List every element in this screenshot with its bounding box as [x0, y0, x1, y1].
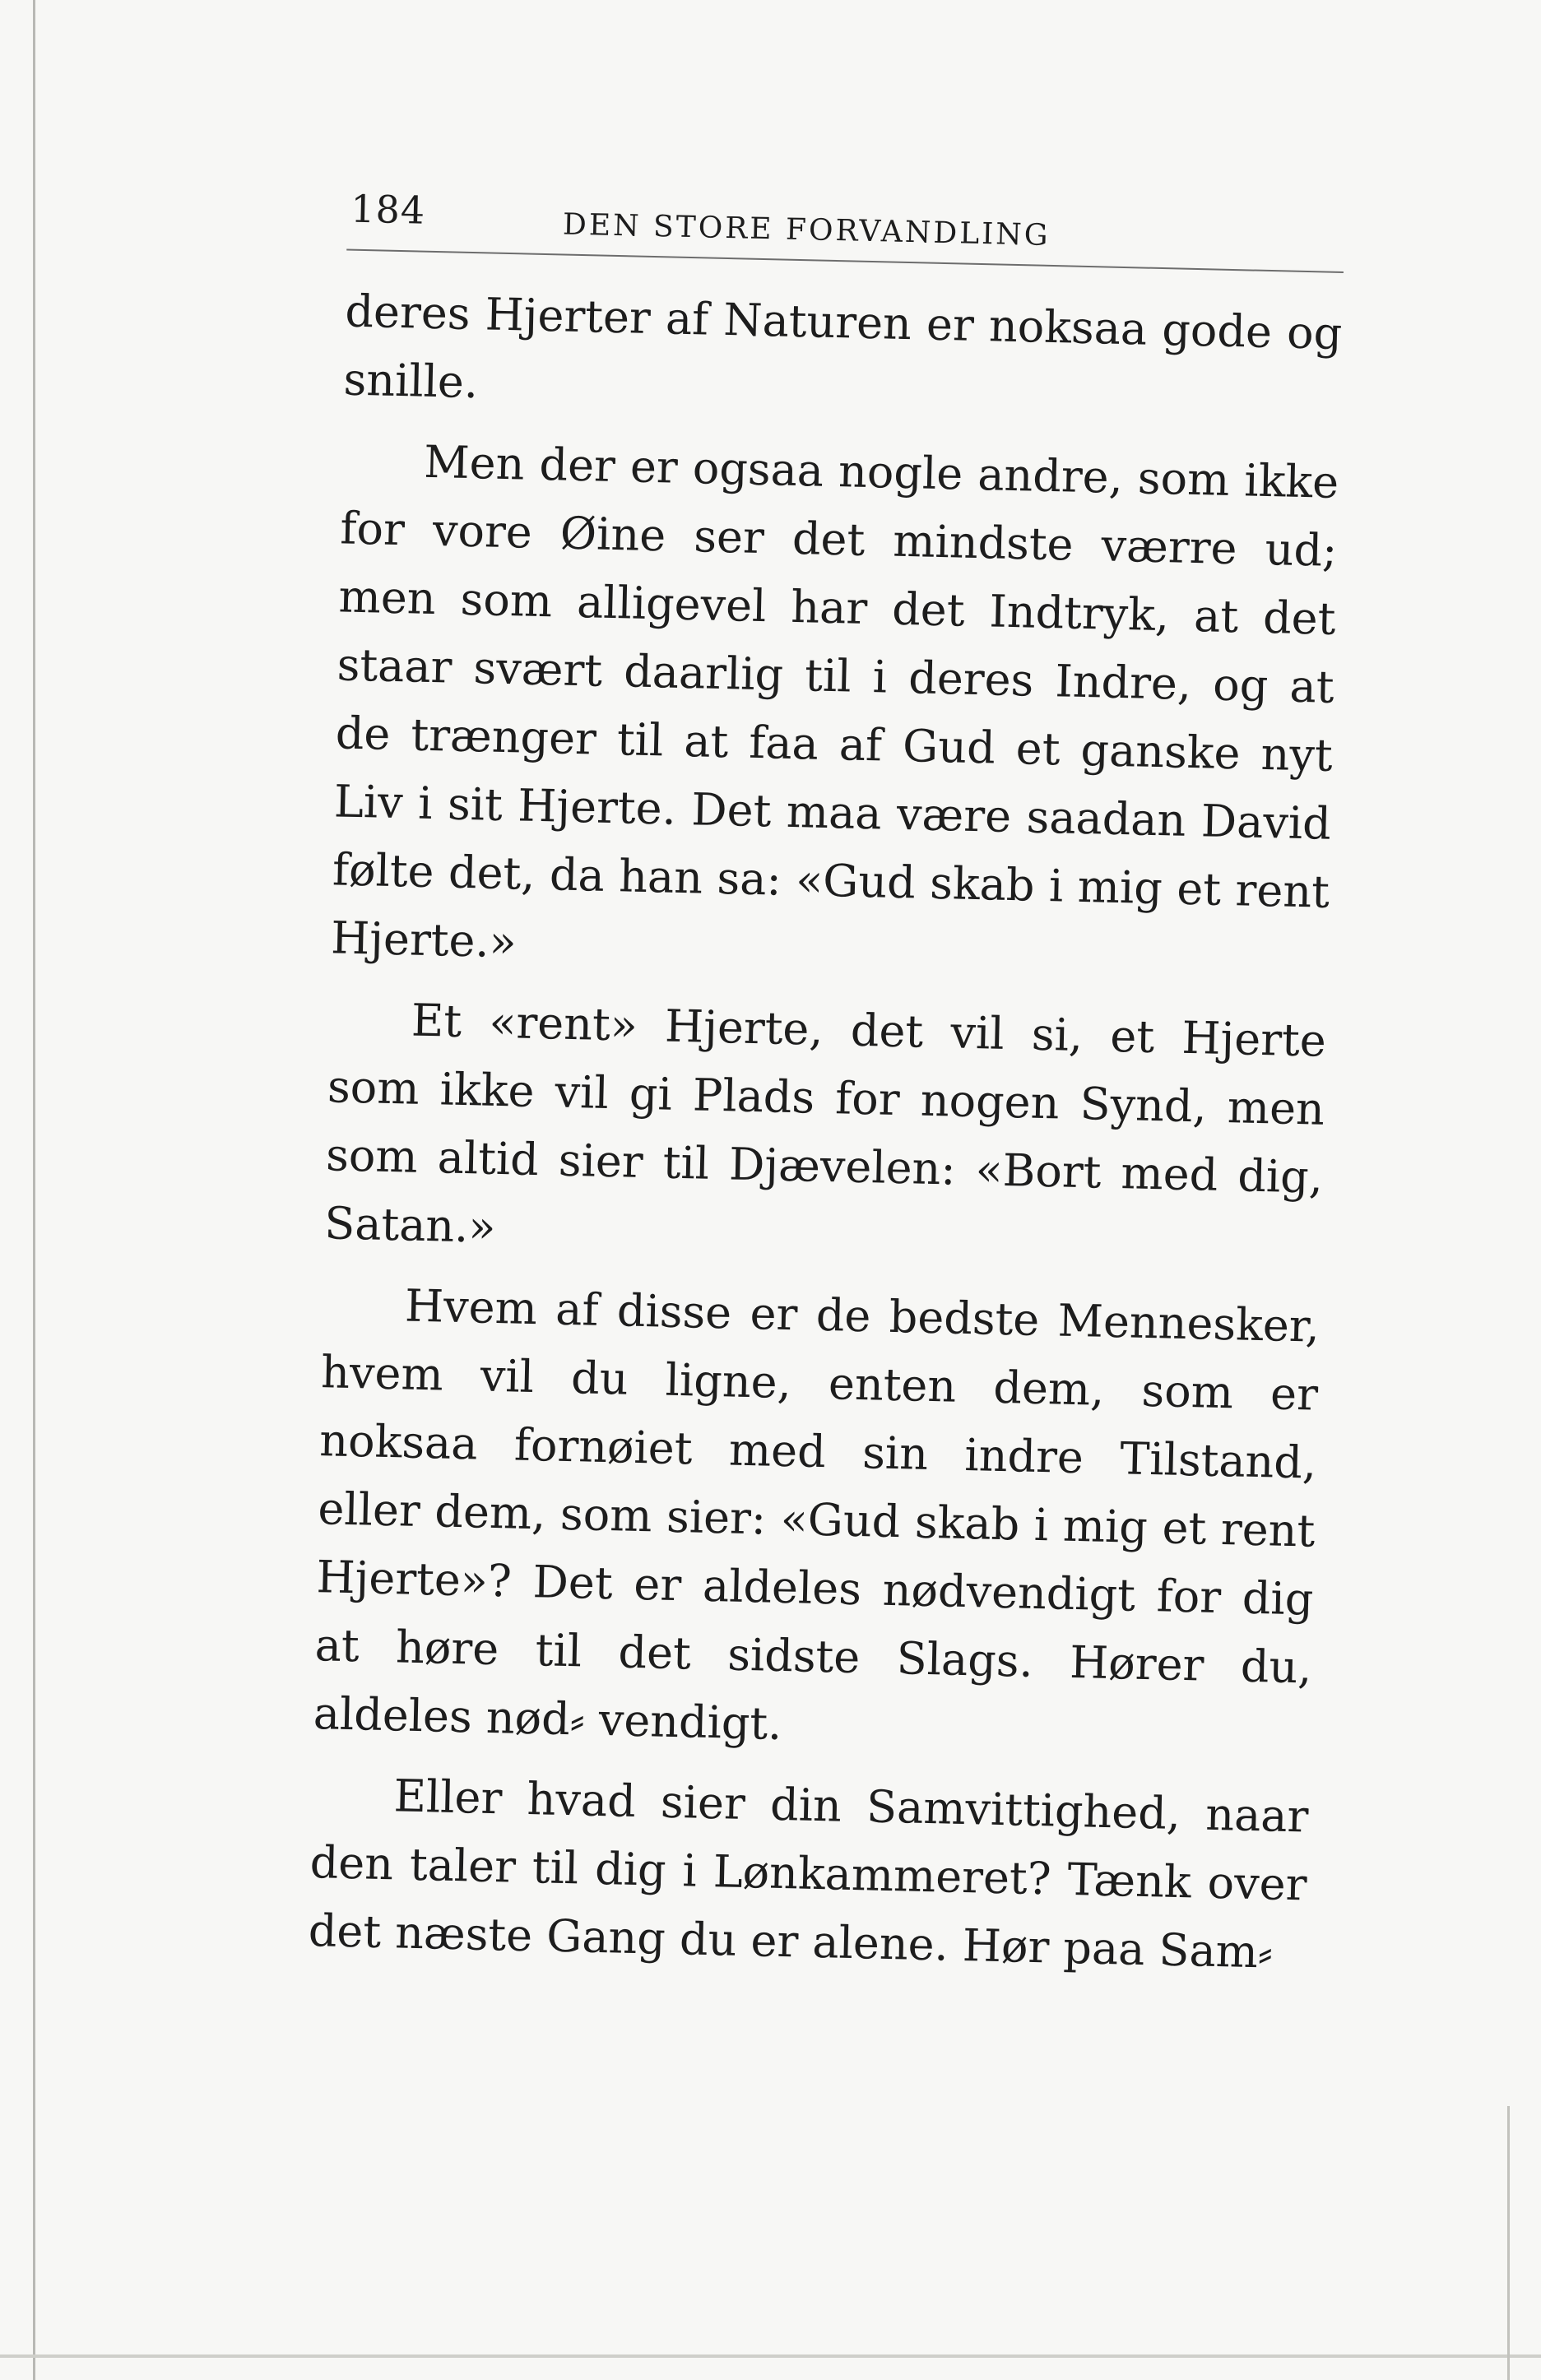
scan-edge-left [33, 0, 35, 2380]
running-title: DEN STORE FORVANDLING [562, 207, 1051, 253]
page-number: 184 [350, 186, 426, 233]
paragraph: Eller hvad sier din Samvittighed, naar den taler til dig i Lønkammeret? Tænk over det næste Gang du er alene. Hør paa Sam⸗ [308, 1770, 1310, 1979]
header-rule [346, 249, 1344, 273]
book-page [252, 185, 1353, 2002]
paragraph-continuation: deres Hjerter af Naturen er noksaa gode og snille. [342, 285, 1343, 409]
body-text [252, 276, 1343, 1988]
paragraph: Men der er ogsaa nogle andre, som ikke for vore Øine ser det mindste værre ud; men som alligevel har det Indtryk, at det staar svært daarlig til i deres Indre, og at de trænger til at faa af Gud et ganske nyt Liv i sit Hjerte. Det maa være saadan David følte det, da han sa: «Gud skab i mig et rent Hjerte.» [330, 435, 1339, 968]
paragraph: Et «rent» Hjerte, det vil si, et Hjerte som ikke vil gi Plads for nogen Synd, men som altid sier til Djævelen: «Bort med dig, Satan.» [323, 994, 1327, 1253]
paragraph: Hvem af disse er de bedste Mennesker, hvem vil du ligne, enten dem, som er noksaa fornøiet med sin indre Tilstand, eller dem, som sier: «Gud skab i mig et rent Hjerte»? Det er aldeles nødvendigt for dig at høre til det sidste Slags. Hører du, aldeles nød⸗ vendigt. [313, 1279, 1321, 1750]
scan-edge-bottom [0, 2354, 1541, 2358]
scan-edge-right [1507, 2106, 1510, 2380]
